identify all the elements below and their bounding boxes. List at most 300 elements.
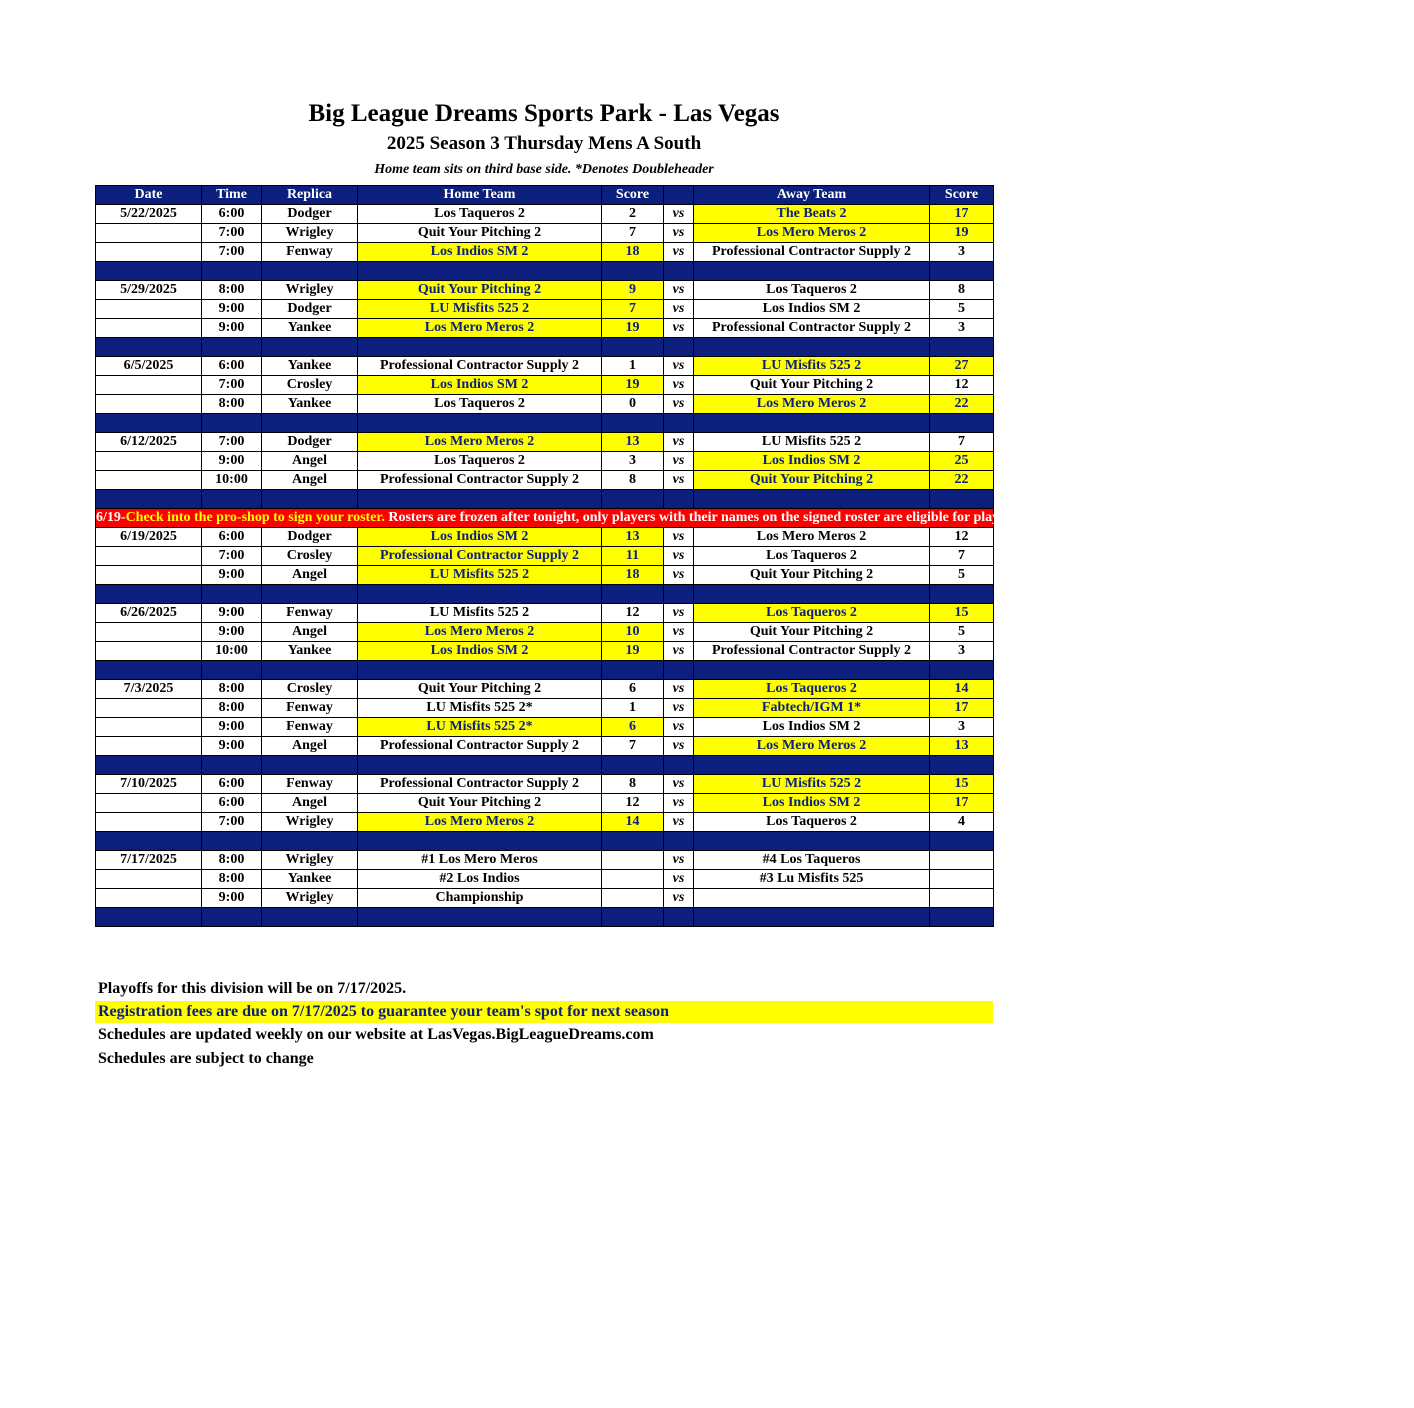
roster-notice xyxy=(96,509,1414,528)
separator-cell xyxy=(602,490,664,509)
vs-cell: vs xyxy=(664,376,694,395)
time-cell: 9:00 xyxy=(202,300,262,319)
home-score-cell: 19 xyxy=(602,319,664,338)
field-cell: Fenway xyxy=(262,604,358,623)
home-team-cell: Los Indios SM 2 xyxy=(358,528,602,547)
table-row xyxy=(96,870,994,889)
separator-cell xyxy=(930,661,994,680)
week-separator xyxy=(96,756,994,775)
field-cell: Angel xyxy=(262,794,358,813)
home-team-cell: Championship xyxy=(358,889,602,908)
date-cell xyxy=(96,395,202,414)
separator-cell xyxy=(930,585,994,604)
date-cell: 7/17/2025 xyxy=(96,851,202,870)
away-score-cell: 27 xyxy=(930,357,994,376)
separator-cell xyxy=(930,756,994,775)
vs-cell: vs xyxy=(664,300,694,319)
date-cell: 5/29/2025 xyxy=(96,281,202,300)
field-cell: Crosley xyxy=(262,376,358,395)
away-team-cell: LU Misfits 525 2 xyxy=(694,433,930,452)
field-cell: Angel xyxy=(262,623,358,642)
separator-cell xyxy=(664,414,694,433)
away-team-cell: Los Taqueros 2 xyxy=(694,813,930,832)
separator-cell xyxy=(262,338,358,357)
home-team-cell: Quit Your Pitching 2 xyxy=(358,281,602,300)
vs-cell: vs xyxy=(664,547,694,566)
table-row xyxy=(96,224,994,243)
table-row xyxy=(96,281,994,300)
time-cell: 10:00 xyxy=(202,642,262,661)
week-separator xyxy=(96,414,994,433)
separator-cell xyxy=(262,490,358,509)
vs-cell: vs xyxy=(664,528,694,547)
date-cell: 7/10/2025 xyxy=(96,775,202,794)
date-cell: 6/5/2025 xyxy=(96,357,202,376)
away-score-cell: 13 xyxy=(930,737,994,756)
away-team-cell xyxy=(694,889,930,908)
away-team-cell: Fabtech/IGM 1* xyxy=(694,699,930,718)
vs-cell: vs xyxy=(664,566,694,585)
vs-cell: vs xyxy=(664,889,694,908)
date-cell xyxy=(96,547,202,566)
separator-cell xyxy=(930,414,994,433)
away-team-cell: Quit Your Pitching 2 xyxy=(694,623,930,642)
time-cell: 7:00 xyxy=(202,813,262,832)
time-cell: 9:00 xyxy=(202,737,262,756)
home-team-cell: Los Mero Meros 2 xyxy=(358,433,602,452)
home-score-cell: 18 xyxy=(602,243,664,262)
table-row xyxy=(96,680,994,699)
date-cell: 6/26/2025 xyxy=(96,604,202,623)
separator-cell xyxy=(930,832,994,851)
separator-cell xyxy=(358,832,602,851)
time-cell: 8:00 xyxy=(202,699,262,718)
field-cell: Crosley xyxy=(262,680,358,699)
home-score-cell: 13 xyxy=(602,433,664,452)
field-cell: Angel xyxy=(262,737,358,756)
vs-cell: vs xyxy=(664,794,694,813)
date-cell xyxy=(96,699,202,718)
home-team-cell: #1 Los Mero Meros xyxy=(358,851,602,870)
separator-cell xyxy=(96,338,202,357)
separator-cell xyxy=(96,414,202,433)
away-score-cell: 12 xyxy=(930,376,994,395)
separator-cell xyxy=(262,661,358,680)
away-score-cell: 5 xyxy=(930,566,994,585)
date-cell xyxy=(96,870,202,889)
separator-cell xyxy=(358,414,602,433)
separator-cell xyxy=(96,585,202,604)
vs-cell: vs xyxy=(664,623,694,642)
time-cell: 7:00 xyxy=(202,224,262,243)
notice-highlight: Check into the pro-shop to sign your roster. xyxy=(125,510,385,525)
time-cell: 7:00 xyxy=(202,547,262,566)
home-score-cell: 19 xyxy=(602,376,664,395)
home-score-cell: 7 xyxy=(602,300,664,319)
field-cell: Yankee xyxy=(262,395,358,414)
field-cell: Fenway xyxy=(262,718,358,737)
vs-cell: vs xyxy=(664,642,694,661)
separator-cell xyxy=(930,338,994,357)
away-score-cell: 5 xyxy=(930,623,994,642)
schedule-table xyxy=(95,185,1414,927)
table-row xyxy=(96,547,994,566)
notice-date: 6/19- xyxy=(96,510,126,525)
separator-cell xyxy=(202,756,262,775)
table-row xyxy=(96,357,994,376)
away-team-cell: Los Mero Meros 2 xyxy=(694,737,930,756)
away-team-cell: LU Misfits 525 2 xyxy=(694,357,930,376)
time-cell: 8:00 xyxy=(202,395,262,414)
away-score-cell: 5 xyxy=(930,300,994,319)
table-row xyxy=(96,319,994,338)
date-cell xyxy=(96,243,202,262)
week-separator xyxy=(96,908,994,927)
separator-cell xyxy=(664,832,694,851)
field-cell: Wrigley xyxy=(262,813,358,832)
time-cell: 9:00 xyxy=(202,889,262,908)
date-cell xyxy=(96,452,202,471)
time-cell: 10:00 xyxy=(202,471,262,490)
away-score-cell: 22 xyxy=(930,395,994,414)
time-cell: 9:00 xyxy=(202,718,262,737)
home-team-cell: Professional Contractor Supply 2 xyxy=(358,775,602,794)
home-team-cell: Professional Contractor Supply 2 xyxy=(358,547,602,566)
away-score-cell: 19 xyxy=(930,224,994,243)
away-score-cell: 17 xyxy=(930,794,994,813)
separator-cell xyxy=(202,338,262,357)
table-row xyxy=(96,851,994,870)
home-team-cell: Professional Contractor Supply 2 xyxy=(358,357,602,376)
field-cell: Yankee xyxy=(262,319,358,338)
away-score-cell: 17 xyxy=(930,205,994,224)
separator-cell xyxy=(358,756,602,775)
separator-cell xyxy=(202,585,262,604)
home-team-cell: Quit Your Pitching 2 xyxy=(358,794,602,813)
away-team-cell: Quit Your Pitching 2 xyxy=(694,376,930,395)
away-score-cell: 3 xyxy=(930,718,994,737)
separator-cell xyxy=(202,490,262,509)
date-cell xyxy=(96,566,202,585)
page-subtitle: 2025 Season 3 Thursday Mens A South xyxy=(386,133,702,154)
away-team-cell: Los Mero Meros 2 xyxy=(694,224,930,243)
week-separator xyxy=(96,262,994,281)
vs-cell: vs xyxy=(664,718,694,737)
date-cell xyxy=(96,718,202,737)
separator-cell xyxy=(262,756,358,775)
table-row xyxy=(96,623,994,642)
away-score-cell: 8 xyxy=(930,281,994,300)
away-team-cell: Quit Your Pitching 2 xyxy=(694,471,930,490)
date-cell xyxy=(96,224,202,243)
separator-cell xyxy=(694,832,930,851)
registration-note: Registration fees are due on 7/17/2025 to guarantee your team's spot for next season xyxy=(95,1001,993,1023)
away-team-cell: Professional Contractor Supply 2 xyxy=(694,642,930,661)
separator-cell xyxy=(930,262,994,281)
table-row xyxy=(96,813,994,832)
separator-cell xyxy=(602,414,664,433)
away-score-cell: 14 xyxy=(930,680,994,699)
separator-cell xyxy=(358,490,602,509)
home-score-cell: 12 xyxy=(602,794,664,813)
table-row xyxy=(96,718,994,737)
away-score-cell: 7 xyxy=(930,547,994,566)
table-row xyxy=(96,889,994,908)
home-score-cell: 9 xyxy=(602,281,664,300)
doubleheader-note: Home team sits on third base side. *Denotes Doubleheader xyxy=(374,162,714,177)
date-cell xyxy=(96,889,202,908)
time-cell: 8:00 xyxy=(202,281,262,300)
away-team-cell: Los Indios SM 2 xyxy=(694,300,930,319)
date-cell xyxy=(96,319,202,338)
separator-cell xyxy=(262,832,358,851)
header-vs xyxy=(664,186,694,205)
date-cell xyxy=(96,471,202,490)
away-score-cell: 12 xyxy=(930,528,994,547)
home-score-cell: 8 xyxy=(602,775,664,794)
time-cell: 9:00 xyxy=(202,319,262,338)
away-score-cell: 3 xyxy=(930,319,994,338)
separator-cell xyxy=(664,262,694,281)
time-cell: 6:00 xyxy=(202,794,262,813)
field-cell: Wrigley xyxy=(262,281,358,300)
home-team-cell: #2 Los Indios xyxy=(358,870,602,889)
home-team-cell: LU Misfits 525 2 xyxy=(358,300,602,319)
separator-cell xyxy=(262,908,358,927)
home-score-cell xyxy=(602,870,664,889)
vs-cell: vs xyxy=(664,433,694,452)
home-score-cell: 3 xyxy=(602,452,664,471)
field-cell: Yankee xyxy=(262,870,358,889)
time-cell: 7:00 xyxy=(202,243,262,262)
away-score-cell xyxy=(930,851,994,870)
separator-cell xyxy=(664,661,694,680)
separator-cell xyxy=(664,756,694,775)
field-cell: Yankee xyxy=(262,357,358,376)
separator-cell xyxy=(694,908,930,927)
away-team-cell: #4 Los Taqueros xyxy=(694,851,930,870)
away-team-cell: The Beats 2 xyxy=(694,205,930,224)
separator-cell xyxy=(602,338,664,357)
away-team-cell: Los Indios SM 2 xyxy=(694,452,930,471)
table-row xyxy=(96,604,994,623)
home-score-cell: 10 xyxy=(602,623,664,642)
separator-cell xyxy=(602,908,664,927)
time-cell: 6:00 xyxy=(202,205,262,224)
home-score-cell xyxy=(602,889,664,908)
week-separator xyxy=(96,832,994,851)
separator-cell xyxy=(694,756,930,775)
away-score-cell: 15 xyxy=(930,604,994,623)
vs-cell: vs xyxy=(664,775,694,794)
separator-cell xyxy=(930,490,994,509)
home-team-cell: Los Indios SM 2 xyxy=(358,376,602,395)
home-score-cell: 19 xyxy=(602,642,664,661)
home-team-cell: LU Misfits 525 2* xyxy=(358,718,602,737)
separator-cell xyxy=(664,490,694,509)
away-score-cell: 7 xyxy=(930,433,994,452)
website-note: Schedules are updated weekly on our website at LasVegas.BigLeagueDreams.com xyxy=(98,1026,654,1043)
vs-cell: vs xyxy=(664,680,694,699)
playoffs-note: Playoffs for this division will be on 7/17/2025. xyxy=(98,980,407,997)
header-home-team: Home Team xyxy=(358,186,602,205)
away-team-cell: Los Indios SM 2 xyxy=(694,718,930,737)
date-cell xyxy=(96,642,202,661)
vs-cell: vs xyxy=(664,604,694,623)
header-away-team: Away Team xyxy=(694,186,930,205)
separator-cell xyxy=(96,661,202,680)
time-cell: 6:00 xyxy=(202,775,262,794)
separator-cell xyxy=(202,262,262,281)
field-cell: Fenway xyxy=(262,699,358,718)
table-row xyxy=(96,737,994,756)
vs-cell: vs xyxy=(664,699,694,718)
away-score-cell xyxy=(930,870,994,889)
home-team-cell: LU Misfits 525 2* xyxy=(358,699,602,718)
header-away-score: Score xyxy=(930,186,994,205)
time-cell: 8:00 xyxy=(202,680,262,699)
field-cell: Fenway xyxy=(262,775,358,794)
roster-notice-row xyxy=(96,509,994,528)
away-team-cell: #3 Lu Misfits 525 xyxy=(694,870,930,889)
vs-cell: vs xyxy=(664,471,694,490)
home-team-cell: Los Taqueros 2 xyxy=(358,205,602,224)
table-row xyxy=(96,395,994,414)
table-row xyxy=(96,243,994,262)
vs-cell: vs xyxy=(664,243,694,262)
home-score-cell: 13 xyxy=(602,528,664,547)
home-score-cell: 7 xyxy=(602,737,664,756)
field-cell: Dodger xyxy=(262,528,358,547)
separator-cell xyxy=(694,585,930,604)
away-team-cell: Quit Your Pitching 2 xyxy=(694,566,930,585)
date-cell: 7/3/2025 xyxy=(96,680,202,699)
date-cell xyxy=(96,376,202,395)
vs-cell: vs xyxy=(664,395,694,414)
field-cell: Wrigley xyxy=(262,889,358,908)
home-score-cell: 0 xyxy=(602,395,664,414)
away-team-cell: LU Misfits 525 2 xyxy=(694,775,930,794)
date-cell xyxy=(96,813,202,832)
vs-cell: vs xyxy=(664,224,694,243)
away-score-cell: 3 xyxy=(930,642,994,661)
home-team-cell: Los Indios SM 2 xyxy=(358,243,602,262)
vs-cell: vs xyxy=(664,813,694,832)
date-cell xyxy=(96,794,202,813)
separator-cell xyxy=(602,756,664,775)
time-cell: 8:00 xyxy=(202,870,262,889)
home-team-cell: Professional Contractor Supply 2 xyxy=(358,737,602,756)
away-score-cell: 3 xyxy=(930,243,994,262)
header-home-score: Score xyxy=(602,186,664,205)
home-score-cell: 11 xyxy=(602,547,664,566)
away-team-cell: Los Indios SM 2 xyxy=(694,794,930,813)
vs-cell: vs xyxy=(664,319,694,338)
separator-cell xyxy=(262,585,358,604)
field-cell: Wrigley xyxy=(262,851,358,870)
table-row xyxy=(96,300,994,319)
header-time: Time xyxy=(202,186,262,205)
date-cell xyxy=(96,623,202,642)
home-team-cell: Professional Contractor Supply 2 xyxy=(358,471,602,490)
header-replica: Replica xyxy=(262,186,358,205)
separator-cell xyxy=(96,832,202,851)
time-cell: 9:00 xyxy=(202,452,262,471)
separator-cell xyxy=(358,338,602,357)
header-date: Date xyxy=(96,186,202,205)
separator-cell xyxy=(262,262,358,281)
field-cell: Dodger xyxy=(262,433,358,452)
table-row xyxy=(96,699,994,718)
away-team-cell: Los Taqueros 2 xyxy=(694,680,930,699)
home-score-cell: 14 xyxy=(602,813,664,832)
home-team-cell: LU Misfits 525 2 xyxy=(358,566,602,585)
field-cell: Dodger xyxy=(262,205,358,224)
away-score-cell: 17 xyxy=(930,699,994,718)
separator-cell xyxy=(96,908,202,927)
time-cell: 8:00 xyxy=(202,851,262,870)
separator-cell xyxy=(202,414,262,433)
vs-cell: vs xyxy=(664,281,694,300)
separator-cell xyxy=(96,756,202,775)
field-cell: Dodger xyxy=(262,300,358,319)
away-team-cell: Los Mero Meros 2 xyxy=(694,528,930,547)
week-separator xyxy=(96,490,994,509)
home-team-cell: Quit Your Pitching 2 xyxy=(358,224,602,243)
home-team-cell: Los Mero Meros 2 xyxy=(358,623,602,642)
table-row xyxy=(96,205,994,224)
away-team-cell: Los Taqueros 2 xyxy=(694,604,930,623)
vs-cell: vs xyxy=(664,870,694,889)
time-cell: 9:00 xyxy=(202,604,262,623)
home-score-cell: 2 xyxy=(602,205,664,224)
vs-cell: vs xyxy=(664,452,694,471)
separator-cell xyxy=(694,661,930,680)
separator-cell xyxy=(664,338,694,357)
table-row xyxy=(96,433,994,452)
home-team-cell: Los Taqueros 2 xyxy=(358,452,602,471)
separator-cell xyxy=(202,832,262,851)
separator-cell xyxy=(202,661,262,680)
home-score-cell: 1 xyxy=(602,699,664,718)
separator-cell xyxy=(602,661,664,680)
away-team-cell: Los Taqueros 2 xyxy=(694,547,930,566)
away-score-cell: 15 xyxy=(930,775,994,794)
separator-cell xyxy=(358,908,602,927)
vs-cell: vs xyxy=(664,205,694,224)
separator-cell xyxy=(930,908,994,927)
away-team-cell: Professional Contractor Supply 2 xyxy=(694,319,930,338)
date-cell xyxy=(96,300,202,319)
separator-cell xyxy=(664,908,694,927)
table-row xyxy=(96,775,994,794)
separator-cell xyxy=(358,585,602,604)
field-cell: Crosley xyxy=(262,547,358,566)
date-cell xyxy=(96,737,202,756)
away-score-cell xyxy=(930,889,994,908)
table-row xyxy=(96,642,994,661)
away-score-cell: 22 xyxy=(930,471,994,490)
page-title: Big League Dreams Sports Park - Las Vegas xyxy=(308,100,780,127)
separator-cell xyxy=(358,262,602,281)
separator-cell xyxy=(358,661,602,680)
away-score-cell: 25 xyxy=(930,452,994,471)
time-cell: 7:00 xyxy=(202,376,262,395)
time-cell: 7:00 xyxy=(202,433,262,452)
separator-cell xyxy=(262,414,358,433)
home-team-cell: Los Taqueros 2 xyxy=(358,395,602,414)
time-cell: 6:00 xyxy=(202,357,262,376)
